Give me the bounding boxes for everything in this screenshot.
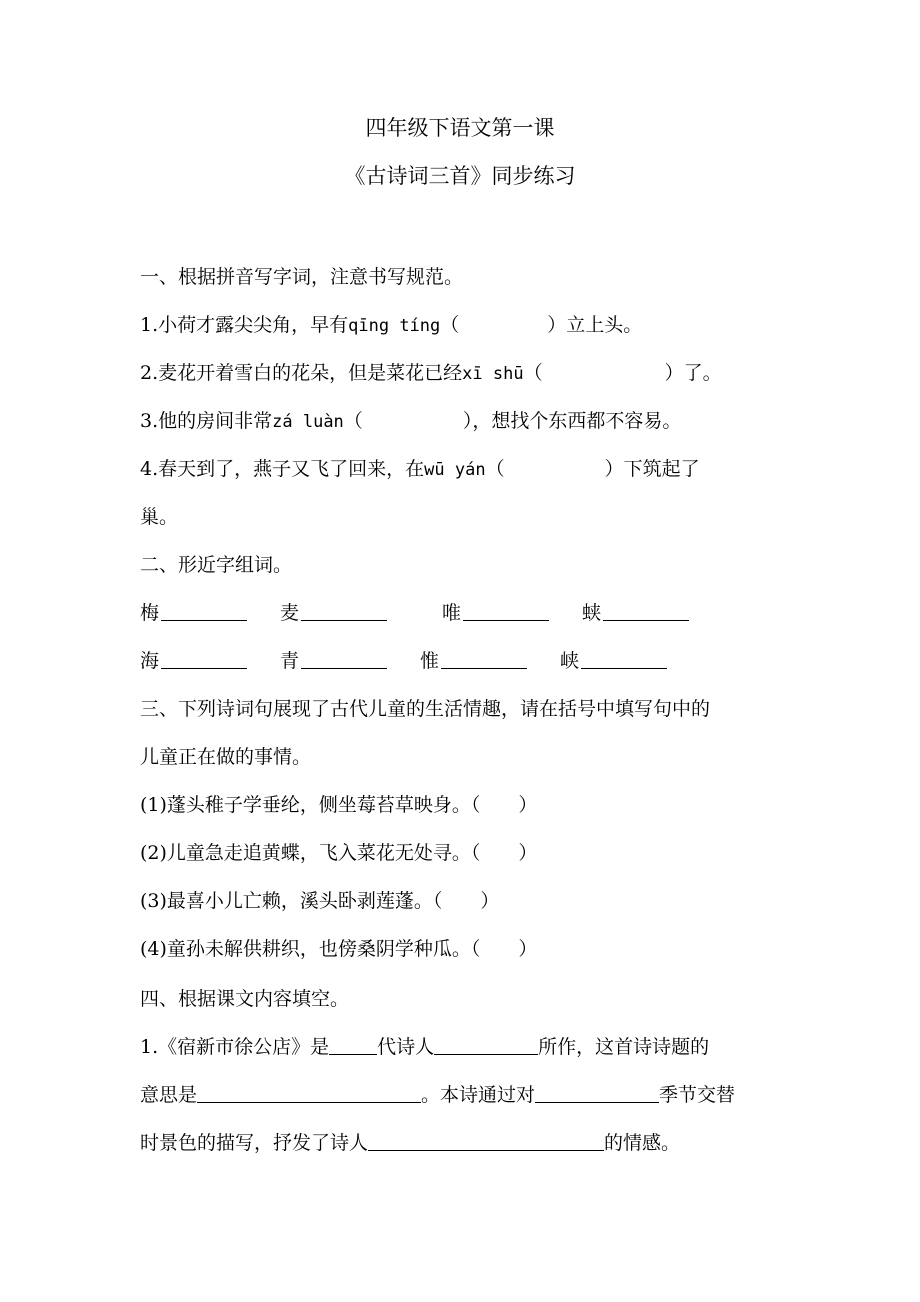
question-text: 1.小荷才露尖尖角，早有	[140, 314, 349, 336]
question-1-4: 4.春天到了，燕子又飞了回来，在wū yán（ ）下筑起了	[140, 458, 700, 480]
section3-heading: 三、下列诗词句展现了古代儿童的生活情趣，请在括号中填写句中的	[140, 698, 711, 720]
answer-blank[interactable]	[581, 648, 667, 669]
fill-in-line-3: 时景色的描写，抒发了诗人 的情感。	[140, 1132, 681, 1154]
word-group-item: 蛱	[582, 598, 689, 628]
word-group-item: 梅	[140, 598, 247, 628]
section3-heading-continued: 儿童正在做的事情。	[140, 746, 312, 768]
question-text: 4.春天到了，燕子又飞了回来，在	[140, 458, 425, 480]
word-group-item: 麦	[280, 598, 387, 628]
poem-question-4: (4)童孙未解供耕织，也傍桑阴学种瓜。（ ）	[140, 938, 538, 960]
question-1-2: 2.麦花开着雪白的花朵，但是菜花已经xī shū（ ）了。	[140, 362, 722, 384]
pinyin: qīng tíng	[348, 316, 441, 336]
poem-question-1: (1)蓬头稚子学垂纶，侧坐莓苔草映身。（ ）	[140, 794, 538, 816]
answer-blank[interactable]	[161, 600, 247, 621]
section4-heading: 四、根据课文内容填空。	[140, 988, 350, 1010]
question-text: 2.麦花开着雪白的花朵，但是菜花已经	[140, 362, 463, 384]
pinyin: zá luàn	[272, 412, 344, 432]
poem-question-2: (2)儿童急走追黄蝶，飞入菜花无处寻。（ ）	[140, 842, 538, 864]
section1-heading: 一、根据拼音写字词，注意书写规范。	[140, 266, 464, 288]
question-text: 3.他的房间非常	[140, 410, 273, 432]
word-group-item: 惟	[420, 646, 527, 676]
answer-blank[interactable]	[197, 1082, 421, 1103]
answer-blank[interactable]	[535, 1082, 659, 1103]
word-group-item: 峡	[560, 646, 667, 676]
worksheet-subtitle: 《古诗词三首》同步练习	[344, 164, 576, 188]
word-group-item: 青	[280, 646, 387, 676]
question-1-4-continued: 巢。	[140, 506, 179, 528]
answer-blank[interactable]	[329, 1034, 377, 1055]
word-group-item: 海	[140, 646, 247, 676]
worksheet-title: 四年级下语文第一课	[365, 116, 555, 140]
answer-blank[interactable]	[368, 1130, 604, 1151]
question-1-1: 1.小荷才露尖尖角，早有qīng tíng（ ）立上头。	[140, 314, 643, 336]
word-group-item: 唯	[442, 598, 549, 628]
pinyin: wū yán	[424, 460, 486, 480]
answer-blank[interactable]	[434, 1034, 538, 1055]
answer-blank[interactable]	[301, 600, 387, 621]
question-1-3: 3.他的房间非常zá luàn（ ），想找个东西都不容易。	[140, 410, 682, 432]
answer-blank[interactable]	[603, 600, 689, 621]
answer-blank[interactable]	[161, 648, 247, 669]
pinyin: xī shū	[462, 364, 524, 384]
answer-blank[interactable]	[301, 648, 387, 669]
section2-heading: 二、形近字组词。	[140, 554, 293, 576]
fill-in-line-1: 1.《宿新市徐公店》是 代诗人 所作，这首诗诗题的	[140, 1036, 710, 1058]
fill-in-line-2: 意思是 。本诗通过对 季节交替	[140, 1084, 736, 1106]
poem-question-3: (3)最喜小儿亡赖，溪头卧剥莲蓬。（ ）	[140, 890, 500, 912]
answer-blank[interactable]	[441, 648, 527, 669]
answer-blank[interactable]	[463, 600, 549, 621]
